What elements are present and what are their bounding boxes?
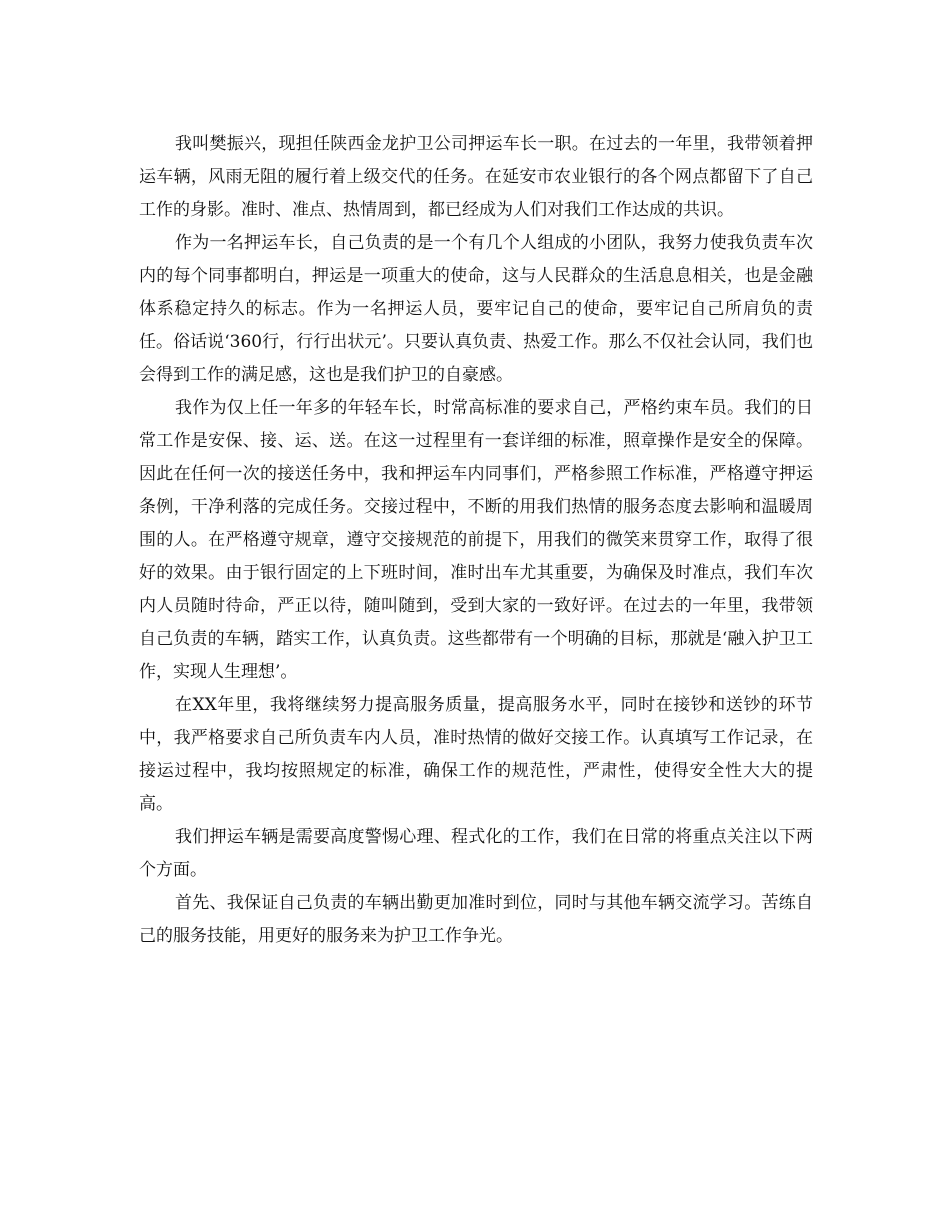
paragraph-6: 首先、我保证自己负责的车辆出勤更加准时到位，同时与其他车辆交流学习。苦练自己的服务技能，用更好的服务来为护卫工作争光。 [139,893,813,946]
paragraph-1: 我叫樊振兴，现担任陕西金龙护卫公司押运车长一职。在过去的一年里，我带领着押运车辆，风雨无阻的履行着上级交代的任务。在延安市农业银行的各个网点都留下了自己工作的身影。准时、准点、热情周到，都已经成为人们对我们工作达成的共识。 [139,134,813,220]
paragraph-5: 我们押运车辆是需要高度警惕心理、程式化的工作，我们在日常的将重点关注以下两个方面。 [139,827,813,880]
document-body [139,128,813,953]
paragraph-4: 在XX年里，我将继续努力提高服务质量，提高服务水平，同时在接钞和送钞的环节中，我严格要求自己所负责车内人员，准时热情的做好交接工作。认真填写工作记录，在接运过程中，我均按照规定的标准，确保工作的规范性，严肃性，使得安全性大大的提高。 [139,695,813,814]
paragraph-3: 我作为仅上任一年多的年轻车长，时常高标准的要求自己，严格约束车员。我们的日常工作是安保、接、运、送。在这一过程里有一套详细的标准，照章操作是安全的保障。因此在任何一次的接送任务中，我和押运车内同事们，严格参照工作标准，严格遵守押运条例，干净利落的完成任务。交接过程中，不断的用我们热情的服务态度去影响和温暖周围的人。在严格遵守规章，遵守交接规范的前提下，用我们的微笑来贯穿工作，取得了很好的效果。由于银行固定的上下班时间，准时出车尤其重要，为确保及时准点，我们车次内人员随时待命，严正以待，随叫随到，受到大家的一致好评。在过去的一年里，我带领自己负责的车辆，踏实工作，认真负责。这些都带有一个明确的目标，那就是‘融入护卫工作，实现人生理想’。 [139,398,813,682]
paragraph-2: 作为一名押运车长，自己负责的是一个有几个人组成的小团队，我努力使我负责车次内的每个同事都明白，押运是一项重大的使命，这与人民群众的生活息息相关，也是金融体系稳定持久的标志。作为一名押运人员，要牢记自己的使命，要牢记自己所肩负的责任。俗话说‘360行，行行出状元’。只要认真负责、热爱工作。那么不仅社会认同，我们也会得到工作的满足感，这也是我们护卫的自豪感。 [139,233,813,385]
